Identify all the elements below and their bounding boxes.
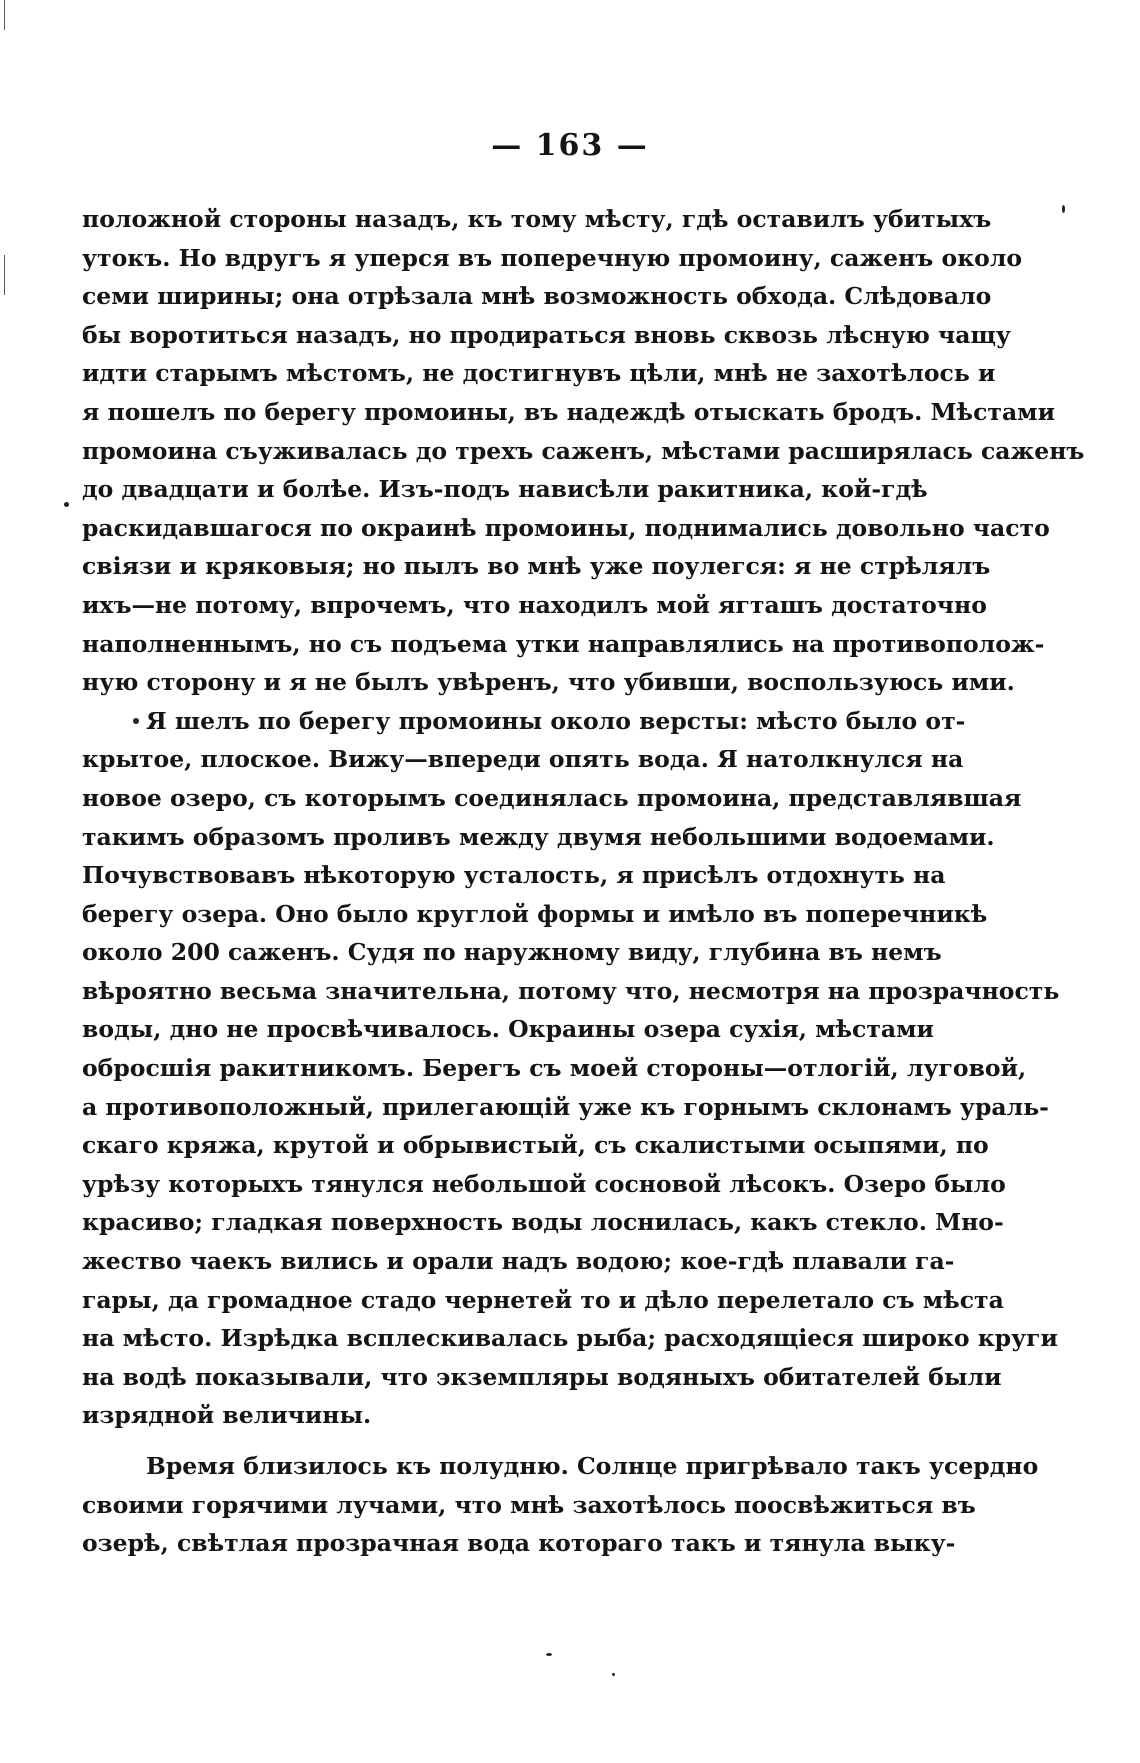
text-line: Я шелъ по берегу промоины около версты: мѣсто было от- [146,706,966,735]
scan-edge-mark [4,0,5,30]
text-line: а противоположный, прилегающій уже къ горнымъ склонамъ ураль- [82,1092,1049,1121]
text-line: новое озеро, съ которымъ соединялась промоина, представлявшая [82,783,1022,812]
text-line: скаго кряжа, крутой и обрывистый, съ скалистыми осыпями, по [82,1131,989,1160]
text-line: своими горячими лучами, что мнѣ захотѣлось поосвѣжиться въ [82,1490,976,1519]
text-line: утокъ. Но вдругъ я уперся въ поперечную промоину, саженъ около [82,243,1023,272]
text-line: идти старымъ мѣстомъ, не достигнувъ цѣли, мнѣ не захотѣлось и [82,359,996,388]
paragraph-2 [82,702,1060,1435]
text-line: такимъ образомъ проливъ между двумя небольшими водоемами. [82,822,995,851]
text-body [82,200,1085,1563]
text-line: гары, да громадное стадо чернетей то и дѣло перелетало съ мѣста [82,1285,1004,1314]
text-line: красиво; гладкая поверхность воды лоснилась, какъ стекло. Мно- [82,1208,1004,1237]
text-line: воды, дно не просвѣчивалось. Окраины озера сухія, мѣстами [82,1015,934,1044]
text-line: я пошелъ по берегу промоины, въ надеждѣ отыскать бродъ. Мѣстами [82,397,1056,426]
text-line: положной стороны назадъ, къ тому мѣсту, гдѣ оставилъ убитыхъ [82,205,992,233]
text-line: свіязи и кряковыя; но пылъ во мнѣ уже поулегся: я не стрѣлялъ [82,552,991,581]
text-line: ную сторону и я не былъ увѣренъ, что убивши, воспользуюсь ими. [82,668,1015,697]
scan-speck [612,1673,615,1676]
text-line: Время близилось къ полудню. Солнце пригрѣвало такъ усердно [146,1452,1039,1480]
text-line: ихъ—не потому, впрочемъ, что находилъ мой ягташъ достаточно [82,590,987,619]
text-line: на водѣ показывали, что экземпляры водяныхъ обитателей были [82,1362,1002,1391]
text-line: семи ширины; она отрѣзала мнѣ возможность обхода. Слѣдовало [82,282,992,311]
text-line: берегу озера. Оно было круглой формы и имѣло въ поперечникѣ [82,899,988,928]
text-line: раскидавшагося по окраинѣ промоины, поднимались довольно часто [82,513,1050,542]
text-line: наполненнымъ, но съ подъема утки направлялись на противополож- [82,629,1045,658]
text-line: на мѣсто. Изрѣдка всплескивалась рыба; расходящіеся широко круги [82,1324,1058,1353]
text-line: крытое, плоское. Вижу—впереди опять вода. Я натолкнулся на [82,745,964,774]
paragraph-3 [82,1447,1039,1563]
text-line: обросшія ракитникомъ. Берегъ съ моей стороны—отлогій, луговой, [82,1054,1027,1083]
text-line: около 200 саженъ. Судя по наружному виду, глубина въ немъ [82,938,942,967]
text-line: вѣроятно весьма значительна, потому что, несмотря на прозрачность [82,976,1060,1005]
paragraph-1 [82,200,1085,702]
scan-edge-mark [4,255,5,295]
text-line: жество чаекъ вились и орали надъ водою; кое-гдѣ плавали га- [82,1247,955,1276]
text-line: озерѣ, свѣтлая прозрачная вода котораго такъ и тянула выку- [82,1529,956,1558]
scan-speck [546,1653,552,1656]
text-line: бы воротиться назадъ, но продираться вновь сквозь лѣсную чащу [82,320,1011,349]
text-line: урѣзу которыхъ тянулся небольшой сосновой лѣсокъ. Озеро было [82,1169,1006,1198]
scan-speck [64,502,69,507]
paragraph-gap [82,1435,890,1447]
text-line: Почувствовавъ нѣкоторую усталость, я присѣлъ отдохнуть на [82,861,946,890]
scan-speck [1062,205,1065,213]
text-line: изрядной величины. [82,1401,372,1430]
scan-speck [133,718,139,724]
text-line: промоина съуживалась до трехъ саженъ, мѣстами расширялась саженъ [82,436,1085,465]
text-line: до двадцати и болѣе. Изъ-подъ нависѣли ракитника, кой-гдѣ [82,475,928,504]
page-number: — 163 — [491,128,649,163]
